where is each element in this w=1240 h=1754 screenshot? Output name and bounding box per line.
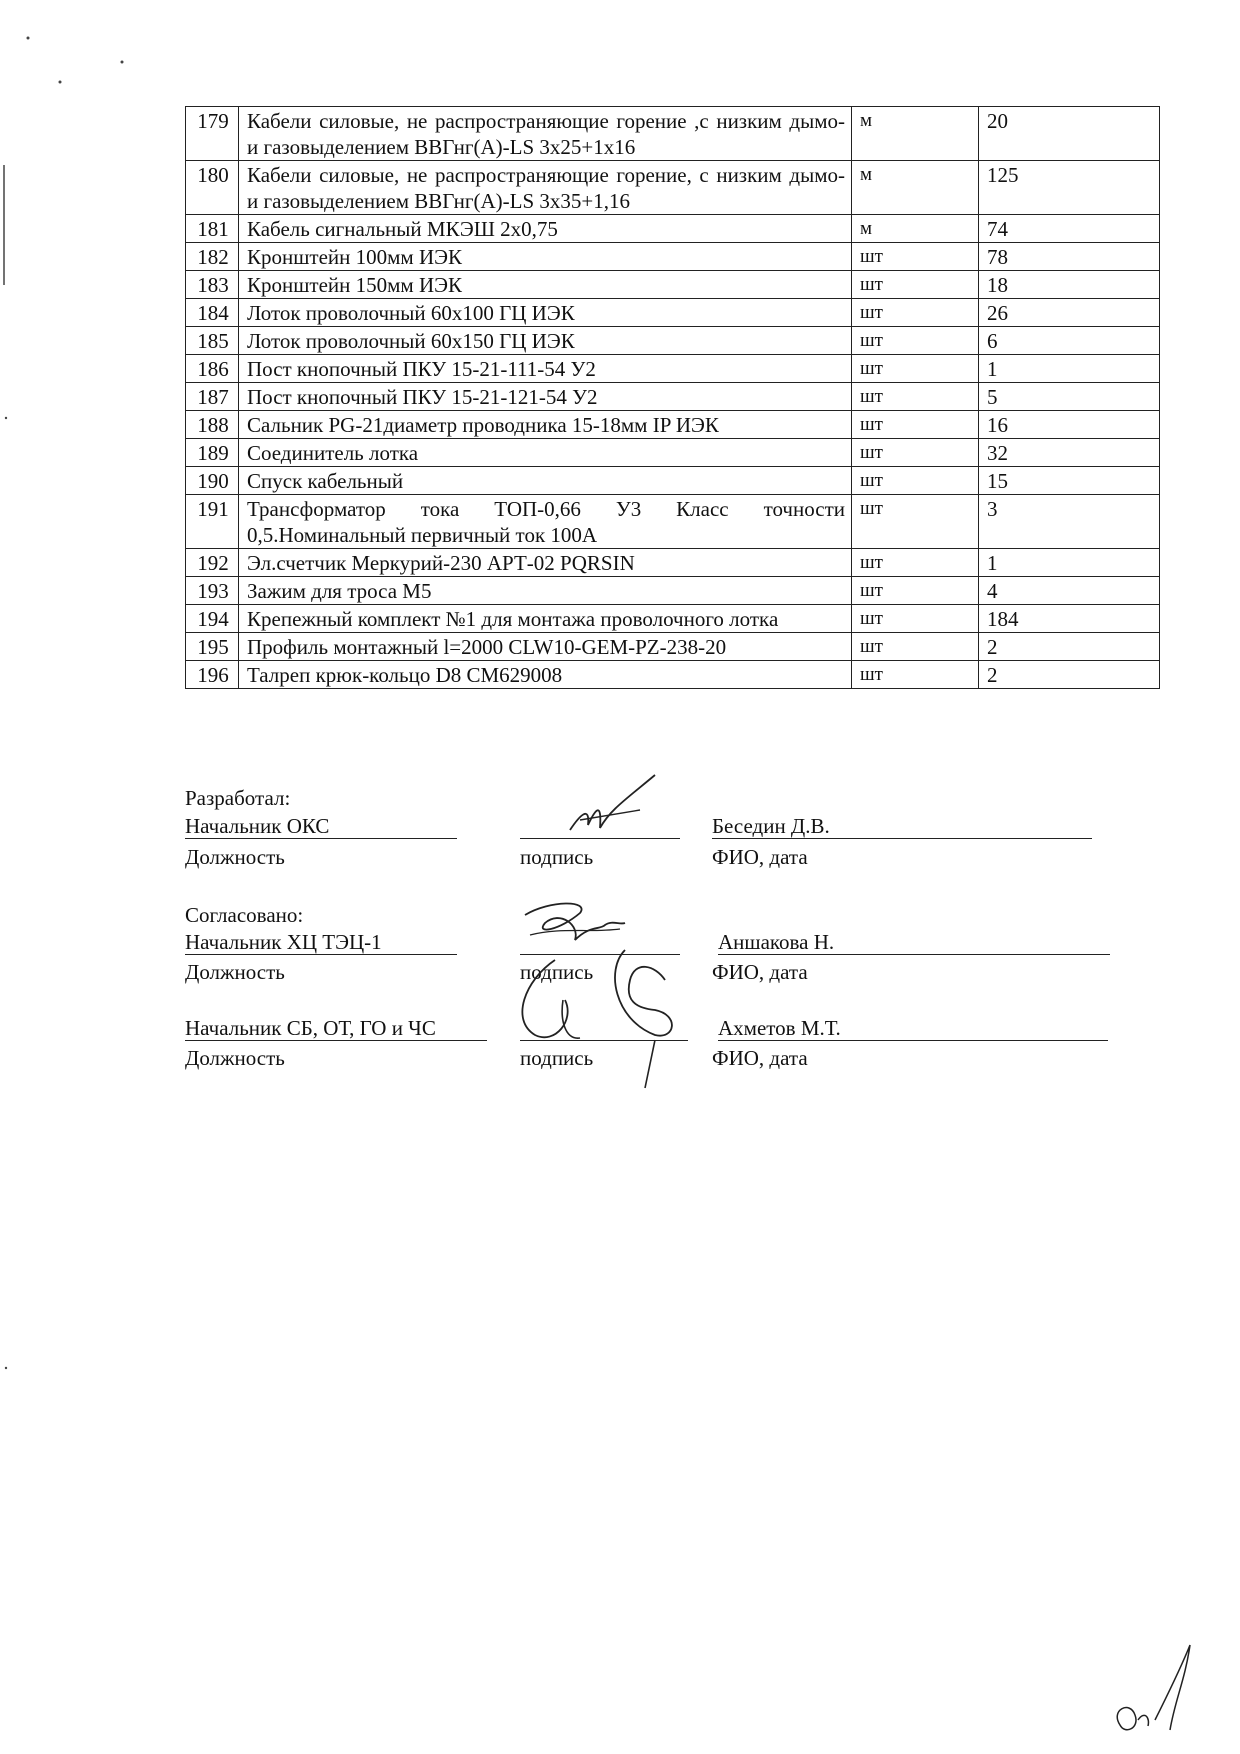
row-unit: м <box>852 107 979 161</box>
row-number: 193 <box>186 577 239 605</box>
row-unit: шт <box>852 467 979 495</box>
agreed-signer-2-person: Ахметов М.Т. <box>718 1016 841 1040</box>
row-quantity: 74 <box>979 215 1160 243</box>
row-quantity: 4 <box>979 577 1160 605</box>
table-row <box>186 355 1160 383</box>
row-number: 195 <box>186 633 239 661</box>
row-unit: шт <box>852 243 979 271</box>
agreed-signer-2-signature-caption: подпись <box>520 1046 594 1070</box>
row-number: 190 <box>186 467 239 495</box>
developed-position-line <box>185 838 457 839</box>
row-number: 179 <box>186 107 239 161</box>
row-item-name: Крепежный комплект №1 для монтажа проволочного лотка <box>239 605 852 633</box>
table-row <box>186 383 1160 411</box>
table-row <box>186 577 1160 605</box>
agreed-signer-2-position-caption: Должность <box>185 1046 285 1070</box>
row-quantity: 6 <box>979 327 1160 355</box>
row-item-name: Лоток проволочный 60х100 ГЦ ИЭК <box>239 299 852 327</box>
row-number: 183 <box>186 271 239 299</box>
row-item-name: Эл.счетчик Меркурий-230 АРТ-02 PQRSIN <box>239 549 852 577</box>
developed-heading: Разработал: <box>185 786 291 810</box>
agreed-signer-1-person-caption: ФИО, дата <box>712 960 808 984</box>
row-quantity: 1 <box>979 549 1160 577</box>
row-number: 194 <box>186 605 239 633</box>
row-quantity: 2 <box>979 633 1160 661</box>
developed-person-line <box>712 838 1092 839</box>
row-item-name: Спуск кабельный <box>239 467 852 495</box>
row-unit: м <box>852 215 979 243</box>
developed-person-caption: ФИО, дата <box>712 845 808 869</box>
signature-agreed-2-drawing <box>505 940 695 1090</box>
row-quantity: 15 <box>979 467 1160 495</box>
row-item-name: Трансформатор тока ТОП-0,66 У3 Класс точности 0,5.Номинальный первичный ток 100А <box>239 495 852 549</box>
scan-artifacts <box>0 0 140 1400</box>
row-number: 180 <box>186 161 239 215</box>
row-unit: шт <box>852 549 979 577</box>
row-unit: шт <box>852 633 979 661</box>
row-item-name: Пост кнопочный ПКУ 15-21-111-54 У2 <box>239 355 852 383</box>
agreed-signer-1-person-line <box>718 954 1110 955</box>
row-item-name: Сальник PG-21диаметр проводника 15-18мм IP ИЭК <box>239 411 852 439</box>
row-unit: шт <box>852 411 979 439</box>
table-row <box>186 107 1160 161</box>
corner-initials-drawing <box>1100 1640 1200 1740</box>
signature-developed-drawing <box>560 770 670 840</box>
table-row <box>186 161 1160 215</box>
table-row <box>186 215 1160 243</box>
row-quantity: 16 <box>979 411 1160 439</box>
row-number: 185 <box>186 327 239 355</box>
row-number: 184 <box>186 299 239 327</box>
agreed-signer-1-position-caption: Должность <box>185 960 285 984</box>
row-item-name: Талреп крюк-кольцо D8 CM629008 <box>239 661 852 689</box>
row-unit: шт <box>852 577 979 605</box>
row-item-name: Зажим для троса М5 <box>239 577 852 605</box>
agreed-signer-1-person: Аншакова Н. <box>718 930 835 954</box>
row-item-name: Профиль монтажный l=2000 CLW10-GEM-PZ-238-20 <box>239 633 852 661</box>
row-quantity: 78 <box>979 243 1160 271</box>
agreed-signer-1-position-line <box>185 954 457 955</box>
row-unit: шт <box>852 271 979 299</box>
developed-signature-caption: подпись <box>520 845 594 869</box>
agreed-heading: Согласовано: <box>185 903 304 927</box>
row-item-name: Лоток проволочный 60х150 ГЦ ИЭК <box>239 327 852 355</box>
table-row <box>186 633 1160 661</box>
row-unit: шт <box>852 383 979 411</box>
developed-position: Начальник ОКС <box>185 814 330 838</box>
table-row <box>186 495 1160 549</box>
row-number: 189 <box>186 439 239 467</box>
agreed-signer-2-person-line <box>718 1040 1108 1041</box>
row-number: 187 <box>186 383 239 411</box>
row-unit: шт <box>852 495 979 549</box>
row-number: 191 <box>186 495 239 549</box>
row-quantity: 32 <box>979 439 1160 467</box>
row-item-name: Соединитель лотка <box>239 439 852 467</box>
row-quantity: 18 <box>979 271 1160 299</box>
row-number: 196 <box>186 661 239 689</box>
items-table <box>185 106 1160 689</box>
row-unit: шт <box>852 661 979 689</box>
row-item-name: Кабели силовые, не распространяющие горение ,с низким дымо- и газовыделением ВВГнг(А)-LS 3х25+1х16 <box>239 107 852 161</box>
row-quantity: 2 <box>979 661 1160 689</box>
row-quantity: 1 <box>979 355 1160 383</box>
agreed-signer-1-position: Начальник ХЦ ТЭЦ-1 <box>185 930 382 954</box>
table-row <box>186 299 1160 327</box>
row-number: 188 <box>186 411 239 439</box>
table-row <box>186 661 1160 689</box>
row-quantity: 5 <box>979 383 1160 411</box>
table-row <box>186 549 1160 577</box>
row-item-name: Кронштейн 100мм ИЭК <box>239 243 852 271</box>
agreed-signer-2-person-caption: ФИО, дата <box>712 1046 808 1070</box>
developed-person: Беседин Д.В. <box>712 814 830 838</box>
developed-position-caption: Должность <box>185 845 285 869</box>
agreed-signer-2-position: Начальник СБ, ОТ, ГО и ЧС <box>185 1016 436 1040</box>
row-quantity: 184 <box>979 605 1160 633</box>
table-row <box>186 605 1160 633</box>
row-number: 192 <box>186 549 239 577</box>
table-row <box>186 467 1160 495</box>
table-row <box>186 439 1160 467</box>
table-row <box>186 243 1160 271</box>
row-item-name: Кабель сигнальный МКЭШ 2х0,75 <box>239 215 852 243</box>
items-table-body <box>186 107 1160 689</box>
agreed-signer-2-position-line <box>185 1040 487 1041</box>
agreed-signer-1-signature-caption: подпись <box>520 960 594 984</box>
row-number: 181 <box>186 215 239 243</box>
row-item-name: Кабели силовые, не распространяющие горение, с низким дымо- и газовыделением ВВГнг(А)-LS 3х35+1,16 <box>239 161 852 215</box>
row-item-name: Кронштейн 150мм ИЭК <box>239 271 852 299</box>
row-unit: шт <box>852 299 979 327</box>
row-unit: шт <box>852 355 979 383</box>
row-number: 186 <box>186 355 239 383</box>
row-quantity: 20 <box>979 107 1160 161</box>
row-unit: шт <box>852 439 979 467</box>
row-item-name: Пост кнопочный ПКУ 15-21-121-54 У2 <box>239 383 852 411</box>
row-unit: шт <box>852 605 979 633</box>
row-unit: шт <box>852 327 979 355</box>
row-quantity: 26 <box>979 299 1160 327</box>
row-number: 182 <box>186 243 239 271</box>
row-quantity: 125 <box>979 161 1160 215</box>
table-row <box>186 411 1160 439</box>
row-quantity: 3 <box>979 495 1160 549</box>
table-row <box>186 271 1160 299</box>
table-row <box>186 327 1160 355</box>
row-unit: м <box>852 161 979 215</box>
